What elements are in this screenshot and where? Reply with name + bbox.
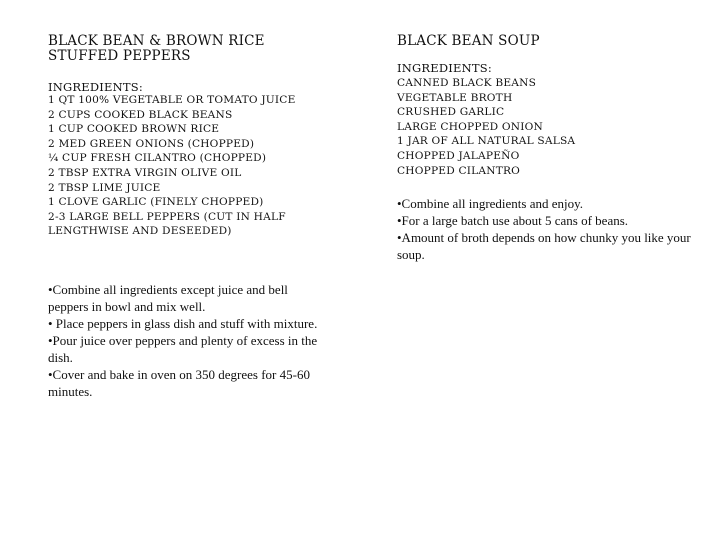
ingredient-item: 1 CUP COOKED BROWN RICE <box>48 123 220 136</box>
ingredients-list <box>48 93 338 239</box>
instructions-list <box>397 195 697 263</box>
ingredient-item: 1 QT 100% VEGETABLE OR TOMATO JUICE <box>48 94 296 106</box>
ingredient-item: 2 CUPS COOKED BLACK BEANS <box>48 108 233 121</box>
ingredient-item: LARGE CHOPPED ONION <box>397 120 543 133</box>
instructions-list <box>48 281 323 400</box>
instruction-step: •Pour juice over peppers and plenty of excess in the dish. <box>48 333 318 365</box>
ingredients-heading: INGREDIENTS: <box>48 80 143 94</box>
ingredient-item: ¼ CUP FRESH CILANTRO (CHOPPED) <box>48 152 267 165</box>
ingredient-item: CANNED BLACK BEANS <box>397 77 537 89</box>
ingredient-item: VEGETABLE BROTH <box>397 91 513 104</box>
instruction-step: •For a large batch use about 5 cans of beans. <box>397 213 629 228</box>
ingredient-item: 2 TBSP EXTRA VIRGIN OLIVE OIL <box>48 166 242 179</box>
instruction-step: •Combine all ingredients except juice and bell peppers in bowl and mix well. <box>48 282 288 314</box>
ingredient-item: 1 JAR OF ALL NATURAL SALSA <box>397 135 576 148</box>
ingredients-list <box>397 76 697 178</box>
ingredient-item: CRUSHED GARLIC <box>397 106 505 119</box>
instruction-step: •Combine all ingredients and enjoy. <box>397 196 584 211</box>
instruction-step: •Cover and bake in oven on 350 degrees for 45-60 minutes. <box>48 367 310 399</box>
instruction-step: •Amount of broth depends on how chunky you like your soup. <box>397 230 691 262</box>
recipe-title: BLACK BEAN SOUP <box>397 33 540 49</box>
ingredient-item: CHOPPED CILANTRO <box>397 164 521 177</box>
ingredient-item: 2-3 LARGE BELL PEPPERS (CUT IN HALF LENGTHWISE AND DESEEDED) <box>48 210 286 238</box>
ingredient-item: 1 CLOVE GARLIC (FINELY CHOPPED) <box>48 196 264 209</box>
ingredient-item: 2 TBSP LIME JUICE <box>48 181 161 194</box>
ingredient-item: CHOPPED JALAPEÑO <box>397 149 520 162</box>
instruction-step: • Place peppers in glass dish and stuff with mixture. <box>48 316 318 331</box>
ingredient-item: 2 MED GREEN ONIONS (CHOPPED) <box>48 137 255 150</box>
recipe-title: BLACK BEAN & BROWN RICE STUFFED PEPPERS <box>48 33 265 64</box>
ingredients-heading: INGREDIENTS: <box>397 61 492 75</box>
